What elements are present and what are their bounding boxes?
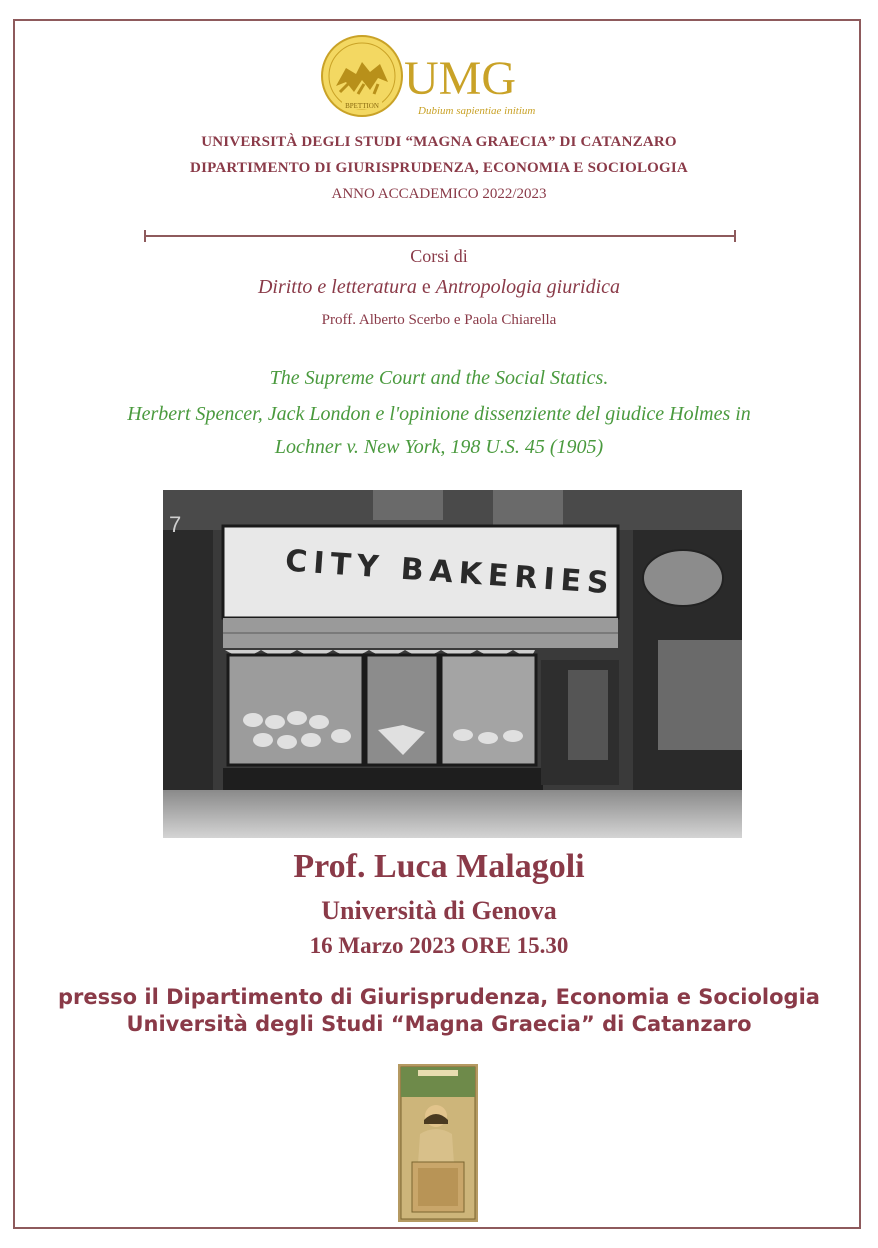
bakery-storefront-photo <box>163 490 742 838</box>
logo-motto: Dubium sapientiae initium <box>418 105 536 117</box>
umg-logo <box>318 34 568 122</box>
course-1: Diritto e letteratura <box>257 276 417 298</box>
sign-text: CITY BAKERIES <box>284 543 616 602</box>
course-titles <box>0 276 878 299</box>
divider-rule <box>144 235 736 237</box>
course-2: Antropologia giuridica <box>435 276 621 298</box>
course-conjunction: e <box>416 276 436 298</box>
lecture-datetime: 16 Marzo 2023 ORE 15.30 <box>309 933 569 958</box>
lecture-title-line-3: Lochner v. New York, 198 U.S. 45 (1905) <box>274 436 604 458</box>
svg-text:BPETTION: BPETTION <box>345 102 379 110</box>
lecture-title-line-1: The Supreme Court and the Social Statics. <box>269 367 609 389</box>
professors: Proff. Alberto Scerbo e Paola Chiarella <box>321 312 557 328</box>
umg-wordmark: UMG <box>404 52 517 105</box>
department-name: DIPARTIMENTO DI GIURISPRUDENZA, ECONOMIA E SOCIOLOGIA <box>190 160 688 176</box>
venue-line-1: presso il Dipartimento di Giurisprudenza, Economia e Sociologia <box>58 985 820 1009</box>
speaker-affiliation: Università di Genova <box>321 896 557 925</box>
university-name: UNIVERSITÀ DEGLI STUDI “MAGNA GRAECIA” DI CATANZARO <box>201 134 677 150</box>
fresco-painting <box>398 1064 478 1222</box>
academic-year: ANNO ACCADEMICO 2022/2023 <box>331 186 547 202</box>
speaker-name: Prof. Luca Malagoli <box>293 848 585 885</box>
venue-line-2: Università degli Studi “Magna Graecia” di Catanzaro <box>126 1012 752 1036</box>
courses-intro: Corsi di <box>410 246 468 266</box>
svg-text:7: 7 <box>169 512 182 537</box>
lecture-title-line-2: Herbert Spencer, Jack London e l'opinione dissenziente del giudice Holmes in <box>127 403 751 425</box>
